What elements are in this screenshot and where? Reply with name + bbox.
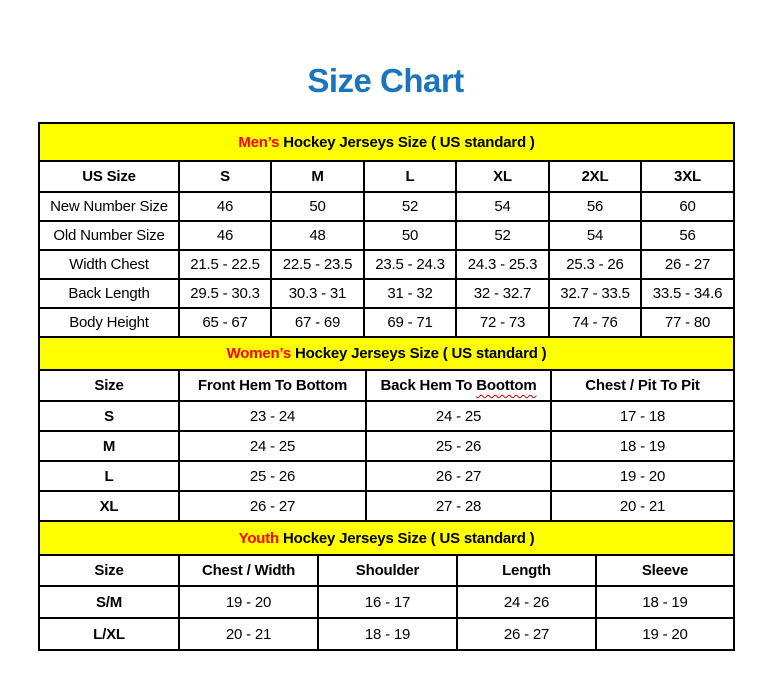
cell: 24 - 26 [457,586,596,618]
table-row [39,250,734,279]
womens-table-title [39,337,734,370]
youth-table-title-row [39,521,734,555]
cell: 25.3 - 26 [549,250,641,279]
cell: 26 - 27 [179,491,366,521]
womens-header-row [39,370,734,401]
mens-header-row [39,161,734,192]
cell: 20 - 21 [179,618,318,650]
cell: 72 - 73 [456,308,549,337]
table-row [39,431,734,461]
cell: 19 - 20 [596,618,734,650]
cell: 31 - 32 [364,279,456,308]
column-header: US Size [39,161,179,192]
table-row [39,192,734,221]
cell: 54 [456,192,549,221]
column-header: Length [457,555,596,586]
column-header: S [179,161,271,192]
mens-table-title-row [39,123,734,161]
cell: 74 - 76 [549,308,641,337]
column-header: Front Hem To Bottom [179,370,366,401]
size-tables-sheet [38,122,733,651]
row-label: New Number Size [39,192,179,221]
table-row [39,308,734,337]
cell: 27 - 28 [366,491,551,521]
cell: 23 - 24 [179,401,366,431]
cell: 24 - 25 [179,431,366,461]
cell: 52 [456,221,549,250]
page-title: Size Chart [307,62,464,99]
mens-title-rest: Hockey Jerseys Size ( US standard ) [279,133,535,151]
youth-header-row [39,555,734,586]
table-row [39,221,734,250]
table-row [39,618,734,650]
column-header [366,370,551,401]
table-row [39,461,734,491]
row-label: S/M [39,586,179,618]
womens-title-accent: Women’s [226,345,292,362]
cell: 18 - 19 [596,586,734,618]
cell: 16 - 17 [318,586,457,618]
womens-table-title-row [39,337,734,370]
table-row [39,586,734,618]
cell: 69 - 71 [364,308,456,337]
cell: 17 - 18 [551,401,734,431]
cell: 52 [364,192,456,221]
row-label: Old Number Size [39,221,179,250]
youth-table-title [39,521,734,555]
cell: 26 - 27 [641,250,734,279]
cell: 23.5 - 24.3 [364,250,456,279]
cell: 26 - 27 [457,618,596,650]
row-label: L [39,461,179,491]
youth-size-table [38,520,735,651]
cell: 67 - 69 [271,308,364,337]
cell: 65 - 67 [179,308,271,337]
cell: 20 - 21 [551,491,734,521]
row-label: S [39,401,179,431]
column-header: M [271,161,364,192]
youth-title-rest: Hockey Jerseys Size ( US standard ) [279,529,535,547]
column-header-prefix: Back Hem To [380,377,477,394]
column-header: Sleeve [596,555,734,586]
cell: 25 - 26 [179,461,366,491]
mens-title-accent: Men’s [238,133,280,151]
cell: 50 [271,192,364,221]
table-row [39,401,734,431]
cell: 26 - 27 [366,461,551,491]
row-label: Width Chest [39,250,179,279]
cell: 77 - 80 [641,308,734,337]
cell: 18 - 19 [318,618,457,650]
column-header: 2XL [549,161,641,192]
column-header: Shoulder [318,555,457,586]
cell: 60 [641,192,734,221]
womens-title-rest: Hockey Jerseys Size ( US standard ) [291,345,547,362]
cell: 32 - 32.7 [456,279,549,308]
mens-table-title [39,123,734,161]
cell: 54 [549,221,641,250]
row-label: M [39,431,179,461]
cell: 48 [271,221,364,250]
row-label: Body Height [39,308,179,337]
cell: 25 - 26 [366,431,551,461]
cell: 50 [364,221,456,250]
row-label: XL [39,491,179,521]
column-header: L [364,161,456,192]
cell: 21.5 - 22.5 [179,250,271,279]
column-header: Chest / Pit To Pit [551,370,734,401]
mens-size-table [38,122,735,338]
cell: 24 - 25 [366,401,551,431]
cell: 18 - 19 [551,431,734,461]
cell: 56 [641,221,734,250]
cell: 46 [179,221,271,250]
youth-title-accent: Youth [238,529,279,547]
misspelled-word-wavy-underline: Boottom [476,377,537,394]
cell: 56 [549,192,641,221]
cell: 19 - 20 [551,461,734,491]
column-header: Size [39,555,179,586]
table-row [39,279,734,308]
cell: 32.7 - 33.5 [549,279,641,308]
cell: 22.5 - 23.5 [271,250,364,279]
table-row [39,491,734,521]
column-header: 3XL [641,161,734,192]
row-label: Back Length [39,279,179,308]
column-header: XL [456,161,549,192]
cell: 46 [179,192,271,221]
row-label: L/XL [39,618,179,650]
cell: 29.5 - 30.3 [179,279,271,308]
column-header: Chest / Width [179,555,318,586]
column-header: Size [39,370,179,401]
cell: 33.5 - 34.6 [641,279,734,308]
cell: 30.3 - 31 [271,279,364,308]
cell: 19 - 20 [179,586,318,618]
womens-size-table [38,336,735,522]
cell: 24.3 - 25.3 [456,250,549,279]
